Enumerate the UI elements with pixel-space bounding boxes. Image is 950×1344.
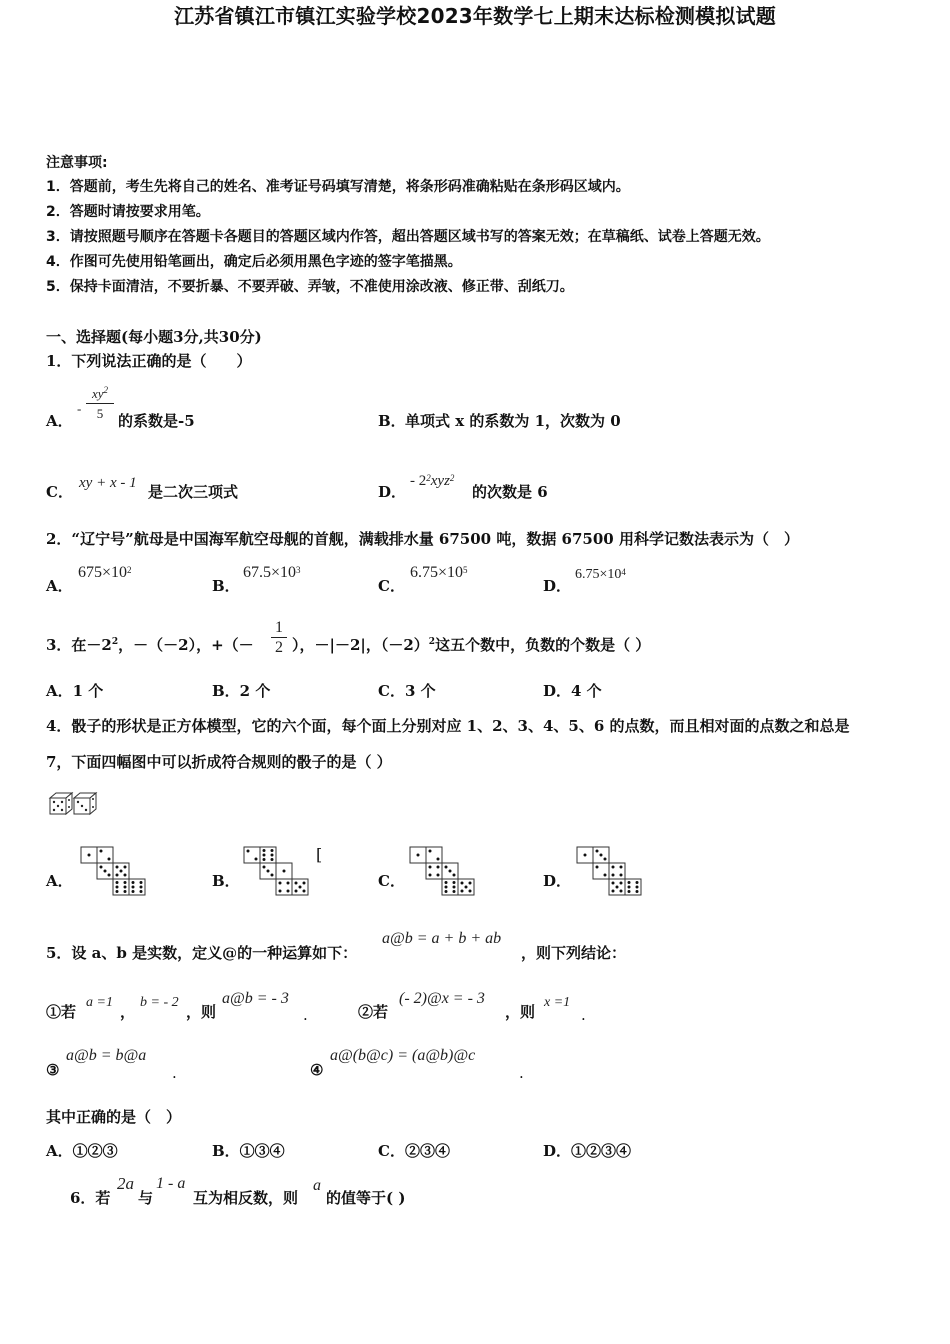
dice-pip bbox=[604, 858, 607, 861]
dice-pip bbox=[620, 890, 623, 893]
dice-pip bbox=[417, 854, 420, 857]
q1-a-fraction bbox=[86, 386, 114, 421]
q3-stem-d: 这五个数中，负数的个数是（ ） bbox=[435, 636, 651, 654]
dice-pip bbox=[453, 874, 456, 877]
q1-d-expr-pre: - 2 bbox=[410, 473, 427, 489]
q5-s3-expr: a@b = b@a bbox=[66, 1047, 147, 1064]
dice-pip bbox=[132, 881, 135, 884]
q1-stem: 1．下列说法正确的是（ ） bbox=[46, 352, 252, 370]
dice-pip bbox=[429, 874, 432, 877]
q3-stem-exp: 2 bbox=[111, 637, 119, 647]
q3-stem-a: 3．在－2 bbox=[46, 636, 112, 654]
q4-net-c-figure bbox=[409, 846, 479, 896]
q4-net-d-figure bbox=[576, 846, 646, 896]
section-heading: 一、选择题(每小题3分,共30分) bbox=[46, 328, 262, 346]
q5-s1-result: a@b = - 3 bbox=[222, 990, 289, 1007]
q3-option: D．4 个 bbox=[543, 682, 602, 700]
dice-pip bbox=[116, 881, 119, 884]
dice-pip bbox=[124, 890, 127, 893]
dice-face bbox=[426, 847, 442, 863]
dice-pip bbox=[600, 854, 603, 857]
q1-a-numerator: xy bbox=[91, 386, 104, 401]
dice-pip bbox=[445, 886, 448, 889]
dice-pip bbox=[620, 882, 623, 885]
q6-end: 的值等于( ) bbox=[326, 1189, 406, 1207]
dice-pip bbox=[612, 890, 615, 893]
dice-pip bbox=[445, 866, 448, 869]
q3-fraction bbox=[271, 620, 287, 655]
notice-heading: 注意事项: bbox=[46, 155, 108, 171]
dice-pip bbox=[124, 874, 127, 877]
q2-a-base: 675×10 bbox=[78, 564, 128, 581]
dice-icon bbox=[48, 790, 98, 816]
q2-d-exp: 4 bbox=[621, 567, 626, 577]
dice-pip bbox=[279, 882, 282, 885]
q5-definition: a@b = a + b + ab bbox=[382, 930, 502, 947]
dice-face bbox=[97, 847, 113, 863]
dice-pip bbox=[449, 870, 452, 873]
q4-line2: 7，下面四幅图中可以折成符合规则的骰子的是（ ） bbox=[46, 753, 392, 771]
dice-pip bbox=[124, 866, 127, 869]
page-title: 江苏省镇江市镇江实验学校2023年数学七上期末达标检测模拟试题 bbox=[174, 4, 776, 28]
dice-face bbox=[609, 863, 625, 879]
dice-face bbox=[442, 879, 458, 895]
dice-pip bbox=[584, 854, 587, 857]
dice-pip bbox=[120, 870, 123, 873]
q1-option-c-label: C． bbox=[46, 483, 73, 501]
dice-pip bbox=[104, 870, 107, 873]
dice-pip bbox=[271, 849, 274, 852]
q1-c-text: 是二次三项式 bbox=[148, 483, 239, 501]
dice-pip bbox=[283, 870, 286, 873]
q3-option: B．2 个 bbox=[212, 682, 271, 700]
dice-face bbox=[593, 863, 609, 879]
q5-option: A．①②③ bbox=[46, 1142, 118, 1160]
q1-d-exp1: 2 bbox=[426, 473, 431, 483]
dice-face bbox=[625, 879, 641, 895]
q1-a-text: 的系数是-5 bbox=[118, 412, 195, 430]
dice-pip bbox=[263, 854, 266, 857]
dice-pip bbox=[108, 858, 111, 861]
dice-pip bbox=[267, 870, 270, 873]
dice-pip bbox=[116, 886, 119, 889]
q5-s1-sep: ， bbox=[120, 1003, 136, 1021]
q2-stem: 2．“辽宁号”航母是中国海军航空母舰的首舰，满载排水量 67500 吨，数据 67500 用科学记数法表示为（ ） bbox=[46, 530, 799, 548]
dice-face bbox=[113, 879, 129, 895]
q4-option-label: B． bbox=[212, 872, 240, 890]
q5-option: D．①②③④ bbox=[543, 1142, 632, 1160]
q5-stem: 5．设 a、b 是实数，定义@的一种运算如下： bbox=[46, 944, 358, 962]
q6-mid2: 互为相反数，则 bbox=[193, 1189, 299, 1207]
dice-face bbox=[276, 879, 292, 895]
dice-pip bbox=[124, 886, 127, 889]
dice-pip bbox=[303, 882, 306, 885]
q3-frac-num: 1 bbox=[275, 619, 283, 636]
dice-pip bbox=[453, 886, 456, 889]
dice-pip bbox=[140, 881, 143, 884]
dice-pip bbox=[445, 881, 448, 884]
dice-pip bbox=[612, 882, 615, 885]
q3-option: A．1 个 bbox=[46, 682, 104, 700]
dice-pip bbox=[453, 890, 456, 893]
dice-pip bbox=[132, 886, 135, 889]
dice-pip bbox=[108, 874, 111, 877]
dice-pip bbox=[255, 858, 258, 861]
dice-pip bbox=[140, 890, 143, 893]
q3-stem-exp2: 2 bbox=[428, 637, 436, 647]
q6-expr1: 2a bbox=[117, 1174, 134, 1193]
q1-c-expr: xy + x - 1 bbox=[79, 475, 137, 491]
q5-s2-then: ，则 bbox=[505, 1003, 536, 1021]
q6-mid: 与 bbox=[138, 1189, 154, 1207]
notice-item: 5．保持卡面清洁，不要折暴、不要弄破、弄皱，不准使用涂改液、修正带、刮纸刀。 bbox=[46, 279, 574, 295]
q5-stem-end: ，则下列结论： bbox=[521, 944, 627, 962]
dice-pip bbox=[636, 890, 639, 893]
dice-pip bbox=[612, 874, 615, 877]
q5-s1-then: ，则 bbox=[186, 1003, 217, 1021]
q1-d-expr-mid: xyz bbox=[430, 473, 450, 489]
dice-pip bbox=[279, 890, 282, 893]
q5-s2-result: x =1 bbox=[544, 995, 571, 1010]
q4-line1: 4．骰子的形状是正方体模型，它的六个面，每个面上分别对应 1、2、3、4、5、6 的点数，而且相对面的点数之和总是 bbox=[46, 717, 850, 735]
q5-s4-expr: a@(b@c) = (a@b)@c bbox=[330, 1047, 476, 1064]
dice-pip bbox=[116, 890, 119, 893]
q2-option-label: D． bbox=[543, 577, 572, 595]
q2-d-base: 6.75×10 bbox=[575, 567, 622, 582]
dice-pip bbox=[445, 890, 448, 893]
dice-pip bbox=[295, 890, 298, 893]
dice-pip bbox=[628, 890, 631, 893]
dice-pip bbox=[628, 886, 631, 889]
q1-option-a-label: A． bbox=[46, 412, 73, 430]
dice-pip bbox=[620, 874, 623, 877]
q3-option: C．3 个 bbox=[378, 682, 436, 700]
dice-pip bbox=[612, 866, 615, 869]
q2-c-base: 6.75×10 bbox=[410, 564, 464, 581]
q5-s1-label: ①若 bbox=[46, 1003, 77, 1021]
q2-option-value bbox=[78, 564, 132, 582]
dice-face bbox=[426, 863, 442, 879]
q2-option-value bbox=[410, 564, 468, 582]
q2-option-label: B． bbox=[212, 577, 240, 595]
q4-bracket-mark: [ bbox=[316, 845, 323, 864]
dice-pip bbox=[116, 866, 119, 869]
dice-pip bbox=[287, 882, 290, 885]
q5-s2-cond: (- 2)@x = - 3 bbox=[399, 990, 485, 1007]
dice-pip bbox=[271, 858, 274, 861]
q4-option-label: C． bbox=[378, 872, 405, 890]
dice-pip bbox=[604, 874, 607, 877]
notice-item: 1．答题前，考生先将自己的姓名、准考证号码填写清楚，将条形码准确粘贴在条形码区域内。 bbox=[46, 179, 630, 195]
q2-c-exp: 5 bbox=[463, 565, 468, 575]
dice-pip bbox=[628, 881, 631, 884]
dice-pip bbox=[247, 850, 250, 853]
dice-pip bbox=[303, 890, 306, 893]
q1-d-expr bbox=[410, 472, 454, 490]
q3-frac-den: 2 bbox=[275, 639, 283, 656]
q2-option-label: A． bbox=[46, 577, 73, 595]
q5-s4-dot: . bbox=[519, 1064, 524, 1082]
dice-pip bbox=[461, 890, 464, 893]
dice-pip bbox=[596, 866, 599, 869]
dice-face bbox=[129, 879, 145, 895]
dice-pip bbox=[88, 854, 91, 857]
dice-pip bbox=[271, 874, 274, 877]
q5-s1-a: a =1 bbox=[86, 995, 113, 1010]
q1-a-denominator: 5 bbox=[96, 406, 104, 421]
q2-option-value bbox=[243, 564, 301, 582]
q2-option-value bbox=[575, 566, 626, 584]
dice-face bbox=[244, 847, 260, 863]
dice-pip bbox=[461, 882, 464, 885]
q6-expr3: a bbox=[313, 1177, 321, 1194]
q4-net-a-figure bbox=[80, 846, 150, 896]
dice-pip bbox=[465, 886, 468, 889]
dice-pip bbox=[616, 886, 619, 889]
q4-option-label: D． bbox=[543, 872, 572, 890]
q2-b-exp: 3 bbox=[296, 565, 301, 575]
q1-option-d-label: D． bbox=[378, 483, 407, 501]
q6-pre: 6．若 bbox=[70, 1189, 111, 1207]
q3-stem-b: ，－（－2），+（－ bbox=[118, 636, 254, 654]
q5-option: B．①③④ bbox=[212, 1142, 285, 1160]
notice-item: 2．答题时请按要求用笔。 bbox=[46, 204, 210, 220]
dice-pip bbox=[263, 866, 266, 869]
q1-a-sign: - bbox=[77, 401, 82, 416]
dice-pip bbox=[437, 874, 440, 877]
dice-pip bbox=[132, 890, 135, 893]
q1-option-b-label: B． bbox=[378, 412, 406, 430]
q5-s1-dot: . bbox=[303, 1006, 308, 1024]
dice-pip bbox=[116, 874, 119, 877]
q1-a-num-exponent: 2 bbox=[103, 385, 109, 395]
dice-pip bbox=[596, 850, 599, 853]
q5-ask: 其中正确的是（ ） bbox=[46, 1108, 182, 1126]
q4-option-label: A． bbox=[46, 872, 73, 890]
dice-pip bbox=[295, 882, 298, 885]
q2-b-base: 67.5×10 bbox=[243, 564, 297, 581]
dice-pip bbox=[100, 866, 103, 869]
q5-s2-label: ②若 bbox=[358, 1003, 389, 1021]
q5-s3-label: ③ bbox=[46, 1061, 60, 1079]
dice-pip bbox=[636, 881, 639, 884]
q2-a-exp: 2 bbox=[127, 565, 132, 575]
dice-face bbox=[260, 847, 276, 863]
q1-d-text: 的次数是 6 bbox=[472, 483, 548, 501]
dice-pip bbox=[124, 881, 127, 884]
q5-s3-dot: . bbox=[172, 1064, 177, 1082]
q5-option: C．②③④ bbox=[378, 1142, 450, 1160]
q5-s1-b: b = - 2 bbox=[140, 995, 179, 1010]
dice-pip bbox=[299, 886, 302, 889]
dice-pip bbox=[429, 850, 432, 853]
dice-pip bbox=[271, 854, 274, 857]
q5-s2-dot: . bbox=[581, 1006, 586, 1024]
q3-stem-c: ），－|－2|，（－2） bbox=[292, 636, 429, 654]
dice-pip bbox=[453, 881, 456, 884]
q4-net-b-figure bbox=[243, 846, 313, 896]
dice-pip bbox=[429, 866, 432, 869]
notice-item: 4．作图可先使用铅笔画出，确定后必须用黑色字迹的签字笔描黑。 bbox=[46, 254, 462, 270]
dice-pip bbox=[100, 850, 103, 853]
q6-expr2: 1 - a bbox=[156, 1175, 186, 1192]
q1-b-text: 单项式 x 的系数为 1，次数为 0 bbox=[405, 412, 621, 430]
dice-pip bbox=[263, 858, 266, 861]
q3-stem-tail bbox=[292, 636, 650, 654]
dice-pip bbox=[140, 886, 143, 889]
q3-stem bbox=[46, 636, 254, 654]
dice-pip bbox=[636, 886, 639, 889]
dice-pip bbox=[437, 858, 440, 861]
dice-pip bbox=[469, 882, 472, 885]
dice-pip bbox=[469, 890, 472, 893]
q5-s4-label: ④ bbox=[310, 1061, 324, 1079]
dice-pip bbox=[263, 849, 266, 852]
q1-d-exp2: 2 bbox=[449, 473, 455, 483]
notice-item: 3．请按照题号顺序在答题卡各题目的答题区域内作答，超出答题区域书写的答案无效；在草稿纸、试卷上答题无效。 bbox=[46, 229, 770, 245]
dice-pip bbox=[287, 890, 290, 893]
dice-pip bbox=[437, 866, 440, 869]
q2-option-label: C． bbox=[378, 577, 405, 595]
dice-pip bbox=[620, 866, 623, 869]
